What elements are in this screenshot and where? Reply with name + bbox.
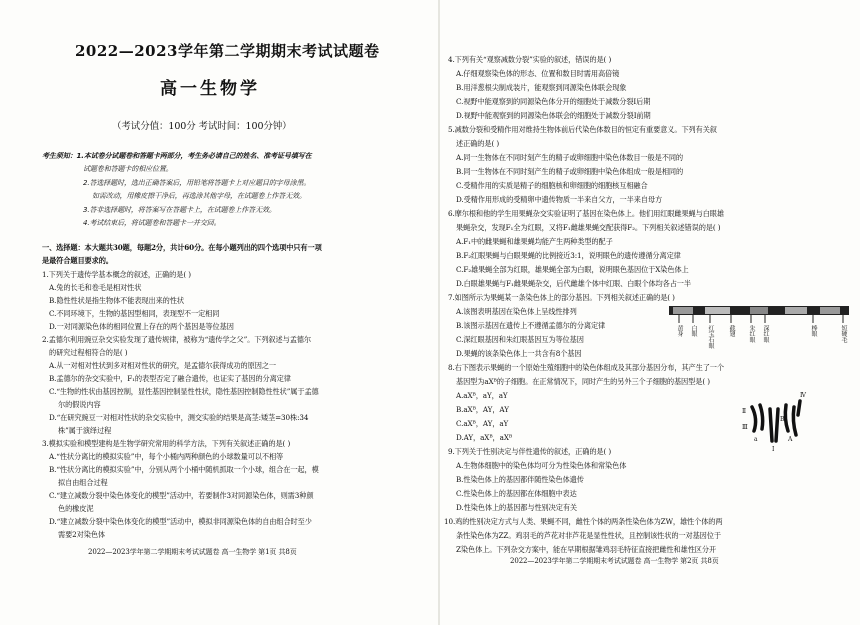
cell-label: Ⅲ [742,424,748,431]
exam-title: 2022—2023学年第二学期期末考试试题卷 [75,42,380,60]
exam-info: （考试分值：100分 考试时间：100分钟） [112,121,292,132]
option-line: 色的橡皮泥 [58,504,94,513]
option-line: C.不同环境下，生物的基因型相同，表现型不一定相同 [49,309,220,318]
option-line: D.一对同源染色体的相同位置上存在的两个基因是等位基因 [49,322,234,331]
gene-label: 黄身 [676,325,683,337]
option-line: A.仔细观察染色体的形态、位置和数目时需用高倍镜 [456,69,620,78]
question-line: 条性染色体为ZZ。鸡羽毛的芦花对非芦花是显性性状，且控制该性状的一对基因位于 [456,531,721,540]
gene-label: 红宝石眼 [707,325,714,349]
option-line: A.从一对相对性状到多对相对性状的研究，是孟德尔获得成功的原因之一 [49,361,276,370]
section-heading: 一、选择题：本大题共30题，每题2分，共计60分。在每小题列出的四个选项中只有一项 [42,243,322,252]
option-line: C.aXᴮ，AY，aY [456,419,509,428]
question-line: 9.下列关于性别决定与伴性遗传的叙述，正确的是( ) [448,447,612,456]
gene-label: 朱红眼 [748,325,755,343]
question-line: Z染色体上。下列杂交方案中，能在早期根据雏鸡羽毛特征直接把雌性和雄性区分开 [456,545,717,554]
cell-label: Ⅰ [772,446,775,453]
option-line: B.性染色体上的基因都伴随性染色体遗传 [456,475,584,484]
gene-label: 棒眼 [810,325,817,337]
notice-line: 考生须知：1.本试卷分试题卷和答题卡两部分，考生务必请自己的姓名、准考证号填写在 [42,152,312,160]
notice-line: 如需改动，用橡皮擦干净后，再选涂其他字母，在试题卷上作答无效。 [92,192,306,200]
question-line: 5.减数分裂和受精作用对维持生物体前后代染色体数目的恒定有重要意义。下列有关叙 [448,125,717,134]
option-line: A.该图表明基因在染色体上呈线性排列 [456,307,577,316]
option-line: D.视野中能观察到的同源染色体联会的细胞处于减数分裂Ⅰ前期 [456,111,651,120]
option-line: B.“性状分离比的模拟实验”中，分别从两个小桶中随机抓取一个小球，组合在一起，模 [49,465,319,474]
option-line: B.F₂红眼果蝇与白眼果蝇的比例接近3:1，说明眼色的遗传遵循分离定律 [456,251,681,260]
section-heading: 是最符合题目要求的。 [42,256,113,265]
option-line: C.“建立减数分裂中染色体变化的模型”活动中，若要制作3对同源染色体，则需3种颜 [49,491,314,500]
option-line: A.“性状分离比的模拟实验”中，每个小桶内两种颜色的小球数量可以不相等 [49,452,284,461]
page-footer: 2022—2023学年第二学期期末考试试题卷 高一生物学 第1页 共8页 [88,548,297,556]
option-line: B.该图示基因在遗传上不遵循孟德尔的分离定律 [456,321,606,330]
question-line: 3.模拟实验和模型建构是生物学研究常用的科学方法，下列有关叙述正确的是( ) [42,439,291,448]
option-line: D.受精作用形成的受精卵中遗传物质一半来自父方，一半来自母方 [456,195,663,204]
chromosome-pairs-graphic [740,395,810,455]
option-line: A.F₁中的雌果蝇和雄果蝇均能产生两种类型的配子 [456,237,613,246]
option-line: D.“建立减数分裂中染色体变化的模型”活动中，模拟非同源染色体的自由组合时至少 [49,517,312,526]
option-line: D.“在研究豌豆一对相对性状的杂交实验中，测交实验的结果是高茎:矮茎=30株:34 [49,413,309,422]
question-line: 6.摩尔根和他的学生用果蝇杂交实验证明了基因在染色体上。他们用红眼雌果蝇与白眼雄 [448,209,724,218]
option-line: C.受精作用的实质是精子的细胞核和卵细胞的细胞核互相融合 [456,181,648,190]
option-line: D.白眼雄果蝇与F₁雌果蝇杂交，后代雌雄个体中红眼、白眼个体均各占一半 [456,279,691,288]
option-line: 拟自由组合过程 [58,478,108,487]
gene-label: 截翅 [728,325,735,337]
question-line: 述正确的是( ) [456,139,500,148]
option-line: A.兔的长毛和卷毛是相对性状 [49,283,142,292]
option-line: A.生物体细胞中的染色体均可分为性染色体和常染色体 [456,461,627,470]
option-line: D.性染色体上的基因都与性别决定有关 [456,503,577,512]
option-line: B.隐性性状是指生物体不能表现出来的性状 [49,296,184,305]
notice-line: 2.答选择题时，选出正确答案后，用铅笔将答题卡上对应题目的字母涂黑。 [83,179,311,187]
cell-label: B [780,416,785,423]
cell-label: a [754,436,758,443]
option-line: D.AY，aXᴮ，aXᴮ [456,433,513,442]
option-line: C.性染色体上的基因都在体细胞中表达 [456,489,577,498]
cell-chromosome-diagram [740,392,810,455]
notice-line: 试题卷和答题卡的相应位置。 [83,165,173,173]
option-line: C.F₂雄果蝇全部为红眼，雄果蝇全部为白眼，说明眼色基因位于X染色体上 [456,265,689,274]
gene-label: 白眼 [690,325,697,337]
cell-label: A [788,436,793,443]
notice-line: 3.答非选择题时，将答案写在答题卡上，在试题卷上作答无效。 [83,206,276,214]
page-footer: 2022—2023学年第二学期期末考试试题卷 高一生物学 第2页 共8页 [510,557,719,565]
option-line: B.孟德尔的杂交实验中，F₁的表型否定了融合遗传，也证实了基因的分离定律 [49,374,291,383]
gene-label: 深红眼 [762,325,769,343]
option-line: D.果蝇的该条染色体上一共含有8个基因 [456,349,582,358]
option-line: A.aXᴮ，aY，aY [456,391,508,400]
option-line: 株”属于演绎过程 [58,426,112,435]
question-line: 果蝇杂交，发现F₁全为红眼，又将F₁雌雄果蝇交配获得F₂。下列相关叙述错误的是( ) [456,223,721,232]
question-line: 8.右下图表示果蝇的一个原始生殖细胞中的染色体组成及其部分基因分布，其产生了一个 [448,363,724,372]
chromosome-gene-map [665,303,855,363]
option-line: C.视野中能观察到的同源染色体分开的细胞处于减数分裂Ⅰ后期 [456,97,651,106]
question-line: 基因型为aXᴮ的子细胞。在正常情况下，同时产生的另外三个子细胞的基因型是( ) [456,377,710,386]
cell-label: Ⅳ [800,392,806,399]
question-line: 4.下列有关“观察减数分裂”实验的叙述，错误的是( ) [448,55,612,64]
cell-label: Ⅱ [742,408,746,415]
question-line: 7.如图所示为果蝇某一条染色体上的部分基因。下列相关叙述正确的是( ) [448,293,675,302]
option-line: 需要2对染色体 [58,530,105,539]
gene-label: 短硬毛 [840,325,847,343]
question-line: 10.鸡的性别决定方式与人类、果蝇不同，雌性个体的两条性染色体为ZW，雄性个体的两 [444,517,723,526]
option-line: A.同一生物体在不同时刻产生的精子或卵细胞中染色体数目一般是不同的 [456,153,683,162]
option-line: B.同一生物体在不同时刻产生的精子或卵细胞中染色体组成一般是相同的 [456,167,684,176]
option-line: 尔的假说内容 [58,400,101,409]
option-line: C.“生物的性状由基因控制，显性基因控制显性性状，隐性基因控制隐性性状”属于孟德 [49,387,319,396]
option-line: B.aXᴮ，AY，AY [456,405,509,414]
question-line: 2.孟德尔利用豌豆杂交实验发现了遗传规律，被称为“遗传学之父”。下列叙述与孟德尔 [42,335,311,344]
subject-title: 高一生物学 [160,79,260,99]
option-line: B.用洋葱根尖制成装片，能观察到同源染色体联会现象 [456,83,627,92]
question-line: 的研究过程相符合的是( ) [49,348,128,357]
right-page [440,0,860,625]
option-line: C.深红眼基因和朱红眼基因互为等位基因 [456,335,584,344]
question-line: 1.下列关于遗传学基本概念的叙述，正确的是( ) [42,270,191,279]
notice-line: 4.考试结束后，将试题卷和答题卡一并交回。 [83,219,221,227]
